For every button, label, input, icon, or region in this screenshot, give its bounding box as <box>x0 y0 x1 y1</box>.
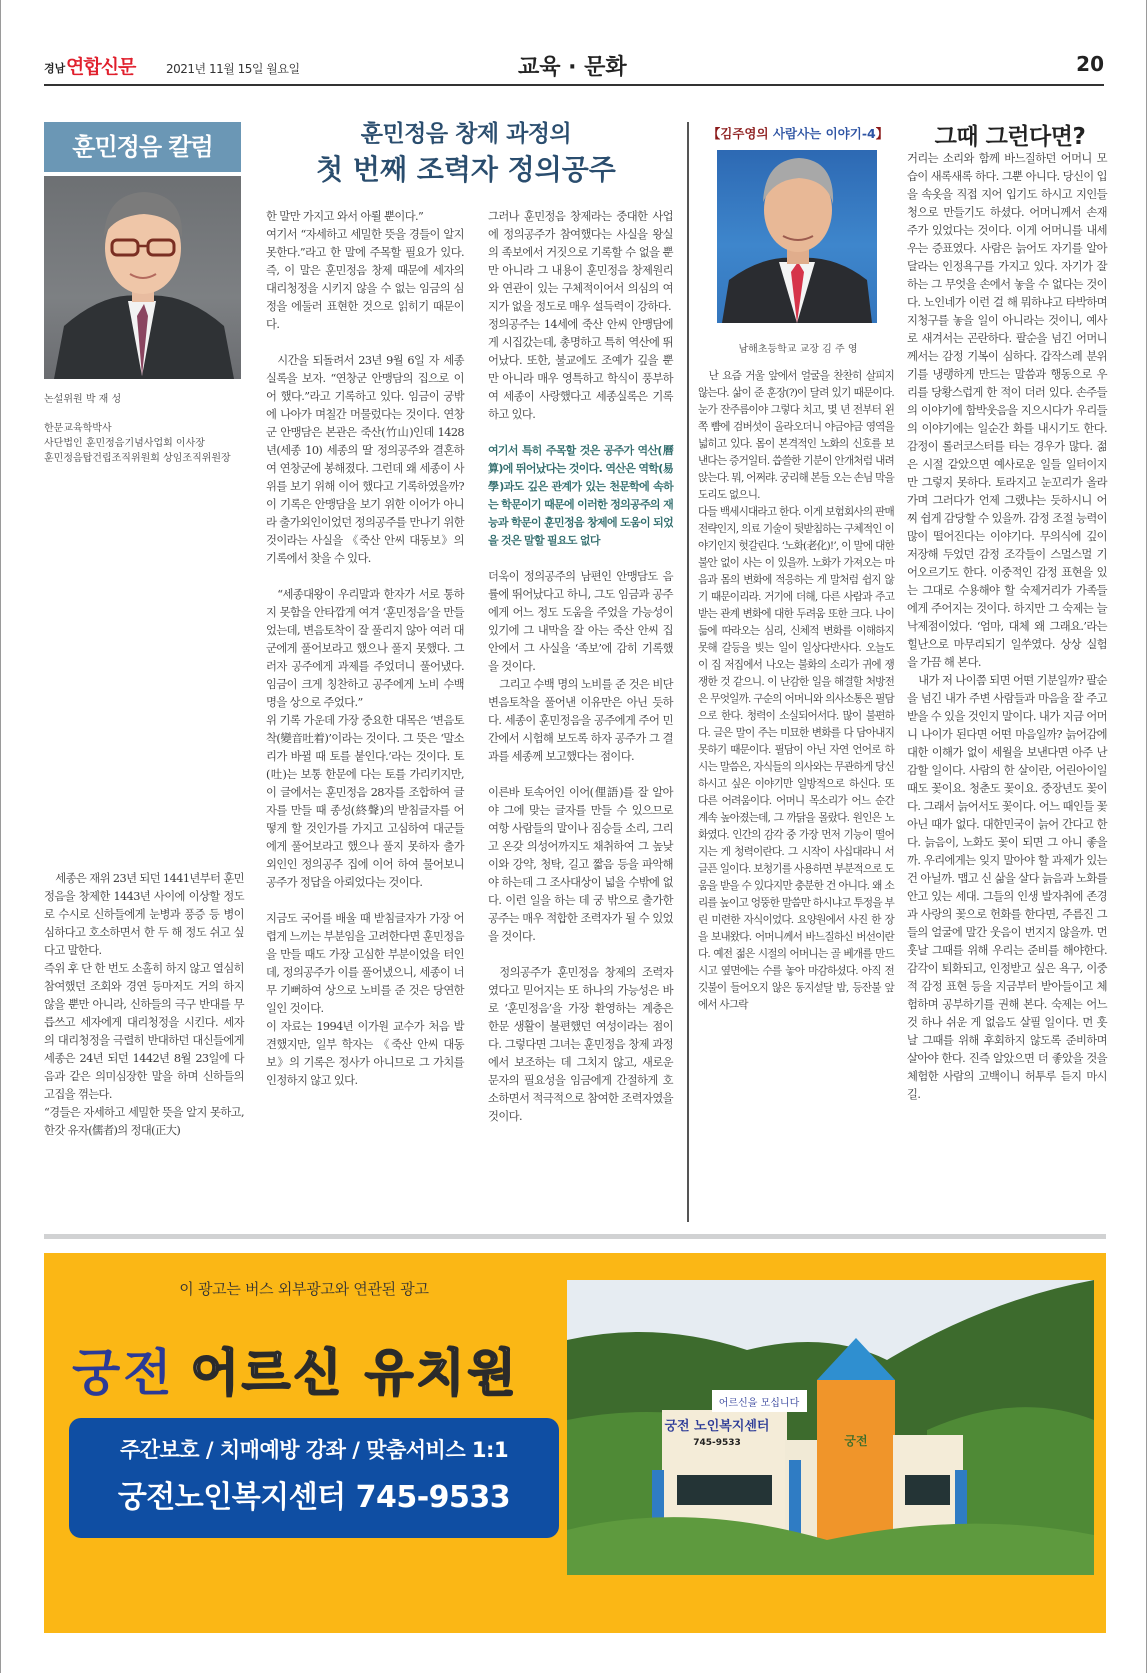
essay-headline: 그때 그런다면? <box>934 124 1086 150</box>
section-divider <box>44 1234 1106 1239</box>
ad-services: 주간보호 / 치매예방 강좌 / 맞춤서비스 1:1 <box>119 1438 509 1462</box>
paragraph: 다들 백세시대라고 한다. 이게 보험회사의 판매 전략인지, 의료 기술이 뒷받침하는 구체적인 이야기인지 헛갈린다. ‘노화(老化)!’, 이 말에 대한 불안 없이 사는 이 있을까. 노화가 가져오는 마음과 몸의 변화에 적응하는 게 말처럼 쉽지 않기 때문이리라. 거기에 더해, 다른 사람과 주고받는 관계 변화에 대한 두려움 또한 크다. 나이 듦에 따라오는 심리, 신체적 변화를 이해하지 못해 갈등을 빚는 일이 일상다반사다. 오늘도 이 집 저집에서 나오는 불화의 소리가 귀에 쟁쟁한 것 같으니. 이 난감한 일을 해결할 처방전은 무엇일까. 구순의 어머니와 의사소통은 필담으로 한다. 청력이 소실되어서다. 많이 불편하다. 글은 말이 주는 미묘한 변화를 다 담아내지 못하기 때문이다. 필담이 아닌 자연 언어로 하시는 말씀은, 자식들의 의사와는 무관하게 당신 하시고 싶은 이야기만 일방적으로 하신다. 또 다른 어려움이다. 어머니 목소리가 어느 순간 계속 높아졌는데, 그 까닭을 몰랐다. 원인은 노화였다. 인간의 감각 중 가장 먼저 기능이 떨어지는 게 청력이란다. 그 시작이 사십대라니 서글픈 일이다. 보청기를 사용하면 부분적으로 도움을 받을 수 있다지만 충분한 건 아니다. 왜 소리를 높이고 엉뚱한 말씀만 하시냐고 투정을 부린 미련한 자식이었다. 요양원에서 사진 한 장을 보내왔다. 어머니께서 바느질하신 버선이란다. 예전 젊은 시절의 어머니는 골 베개를 만드시고 옆면에는 수를 놓아 마감하셨다. 아직 전깃불이 들어오지 않은 동지섣달 밤, 등잔불 앞에서 사그락 <box>698 506 894 1011</box>
paragraph: 더욱이 정의공주의 남편인 안맹담도 음률에 뛰어났다고 하니, 그도 임금과 공주에게 어느 정도 도움을 주었을 가능성이 있기에 그 내막을 잘 아는 죽산 안씨 집안에서 그 사실을 ‘족보’에 감히 기록했을 것이다. <box>488 570 673 673</box>
essay-column-1 <box>698 368 894 1014</box>
paragraph: 내가 저 나이쯤 되면 어떤 기분일까? 팔순을 넘긴 내가 주변 사람들과 마음을 잘 주고받을 수 있을 것인지 말이다. 내가 지금 어머니 나이가 된다면 어떤 마음일까? 늙어감에 대한 이해가 없이 세월을 보낸다면 아주 난감할 일이다. 사람의 한 살이란, 어린아이일 때도 꽃이요. 청춘도 꽃이요. 중장년도 꽃이다. 그래서 늙어서도 꽃이다. 어느 때인들 꽃 아닌 때가 없다. 대한민국이 늙어 간다고 한다. 늙음이, 노화도 꽃이 되면 그 아니 좋을까. 우리에게는 잊지 말아야 할 과제가 있는 건 아닐까. 맵고 신 삶을 살다 늙음과 노화를 안고 있는 세대. 그들의 인생 발자취에 존경과 사랑의 꽃으로 헌화를 한다면, 주름진 그들의 얼굴에 말간 웃음이 번지지 않을까. 먼 훗날 그때를 위해 우리는 준비를 해야한다. 감각이 퇴화되고, 인정받고 싶은 욕구, 이중적 감정 표현 등을 지금부터 받아들이고 체험하며 공부하기를 권해 본다. 숙제는 어느 것 하나 쉬운 게 없음도 살필 일이다. 먼 훗날 그때를 위해 후회하지 않도록 준비하며 살아야 한다. 진즉 알았으면 더 좋았을 것을 체험한 사람의 고백이니 허투루 듣지 마시길. <box>907 674 1107 1101</box>
paragraph: 시간을 되돌려서 23년 9월 6일 자 세종실록을 보자. “연창군 안맹담의 집으로 이어 했다.”라고 기록하고 있다. 임금이 궁밖에 나아가 며칠간 머물렀다는 것이다. 연창군 안맹담은 본관은 죽산(竹山)인데 1428년(세종 10) 세종의 딸 정의공주와 결혼하여 연창군에 봉해졌다. 그런데 왜 세종이 사위를 보기 위해 이어 했다고 기록하였을까? 이 기록은 안맹담을 보기 위한 이어가 아니라 출가외인이었던 정의공주를 만나기 위한 것이라는 사실을 《죽산 안씨 대동보》의 기록에서 찾을 수 있다. <box>266 354 464 565</box>
paragraph: “경들은 자세하고 세밀한 뜻을 알지 못하고, 한갓 유자(儒者)의 정대(正大) <box>44 1106 244 1137</box>
paragraph: 한 말만 가지고 와서 아뢸 뿐이다.” <box>266 210 424 223</box>
photo-sign-phone: 745-9533 <box>693 1438 741 1448</box>
credential: 훈민정음탑건립조직위원회 상임조직위원장 <box>44 453 231 464</box>
paragraph: 정의공주는 14세에 죽산 안씨 안맹담에게 시집갔는데, 총명하고 특히 역산에 뛰어났다. 또한, 불교에도 조예가 깊을 뿐만 아니라 매우 영특하고 학식이 풍부하여 세종이 사랑했다고 세종실록은 기록하고 있다. <box>488 318 673 421</box>
column-divider <box>687 122 689 1222</box>
series-prefix: 【김주영의 <box>707 126 773 141</box>
headline-line-2: 첫 번째 조력자 정의공주 <box>316 153 616 186</box>
page-number: 20 <box>1076 52 1104 76</box>
author-portrait-image <box>44 176 241 379</box>
newspaper-logo: 연합신문 <box>66 56 136 78</box>
writer-photo <box>717 150 877 323</box>
essay-column-2 <box>907 150 1107 1104</box>
ad-phone: 궁전노인복지센터 745-9533 <box>117 1480 511 1515</box>
photo-tower-sign: 궁전 <box>844 1434 868 1448</box>
section-title: 교육 · 문화 <box>518 55 627 80</box>
ad-info-box <box>69 1418 559 1538</box>
highlight-paragraph: 여기서 특히 주목할 것은 공주가 역산(曆算)에 뛰어났다는 것이다. 역산은 역학(易學)과도 깊은 관계가 있는 천문학에 속하는 학문이기 때문에 이러한 정의공주의 재능과 학문이 훈민정음 창제에 도움이 되었을 것은 말할 필요도 없다 <box>488 444 673 547</box>
paragraph: 즉위 후 단 한 번도 소홀히 하지 않고 열심히 참여했던 조회와 경연 등마저도 거의 하지 않을 뿐만 아니라, 신하들의 극구 반대를 무릅쓰고 세자에게 대리청정을 시킨다. 세자의 대리청정을 극렬히 반대하던 대신들에게 세종은 24년 되던 1442년 8월 23일에 다음과 같은 의미심장한 말을 하며 신하들의 고집을 꺾는다. <box>44 962 244 1101</box>
article-column-1 <box>44 870 244 1140</box>
paragraph: “세종대왕이 우리말과 한자가 서로 통하지 못함을 안타깝게 여겨 ‘훈민정음’을 만들었는데, 변음토착이 잘 풀리지 않아 여러 대군에게 풀어보라고 했으나 풀지 못했다. 그러자 공주에게 과제를 주었더니 풀어냈다. 임금이 크게 칭찬하고 공주에게 노비 수백 명을 상으로 주었다.” <box>266 588 464 709</box>
masthead <box>44 48 1104 86</box>
ad-title <box>72 1333 519 1405</box>
facility-building-image <box>567 1280 1094 1575</box>
author-byline <box>44 392 231 466</box>
credential: 한문교육학박사 <box>44 423 112 434</box>
photo-sign-main: 궁전 노인복지센터 <box>664 1419 770 1434</box>
headline-line-1: 훈민정음 창제 과정의 <box>360 121 572 147</box>
issue-date: 2021년 11월 15일 월요일 <box>166 62 300 76</box>
paragraph: 이 자료는 1994년 이가원 교수가 처음 발견했지만, 일부 학자는 《죽산 안씨 대동보》의 기록은 정사가 아니므로 그 가치를 인정하지 않고 있다. <box>266 1020 464 1087</box>
photo-sign-banner: 어르신을 모십니다 <box>718 1398 800 1409</box>
writer-portrait-image <box>717 150 877 323</box>
ad-note: 이 광고는 버스 외부광고와 연관된 광고 <box>179 1280 429 1298</box>
article-column-2 <box>266 208 464 1090</box>
column-label: 훈민정음 칼럼 <box>44 122 241 172</box>
paragraph: 여기서 “자세하고 세밀한 뜻을 경들이 알지 못한다.”라고 한 말에 주목할 필요가 있다. 즉, 이 말은 훈민정음 창제 때문에 세자의 대리청정을 시키지 않을 수 없는 임금의 심정을 에둘러 표현한 것으로 읽히기 때문이다. <box>266 228 464 331</box>
paragraph: 정의공주가 훈민정음 창제의 조력자였다고 믿어지는 또 하나의 가능성은 바로 ‘훈민정음’을 가장 환영하는 계층은 한문 생활이 불편했던 여성이라는 점이다. 그렇다면 그녀는 훈민정음 창제 과정에서 보조하는 데 그치지 않고, 새로운 문자의 필요성을 임금에게 간절하게 호소하면서 적극적으로 참여한 조력자였을 것이다. <box>488 966 673 1123</box>
facility-photo <box>567 1280 1094 1575</box>
region-label: 경남 <box>44 62 66 75</box>
ad-title-accent: 궁전 <box>72 1344 175 1402</box>
credential: 사단법인 훈민정음기념사업회 이사장 <box>44 438 205 449</box>
paragraph: 세종은 재위 23년 되던 1441년부터 훈민정음을 창제한 1443년 사이에 이상할 정도로 수시로 신하들에게 눈병과 풍증 등 병이 심하다고 호소하면서 한 두 해 정도 쉬고 싶다고 말한다. <box>44 872 244 957</box>
paragraph: 지금도 국어를 배울 때 받침글자가 가장 어렵게 느끼는 부분임을 고려한다면 훈민정음을 만들 때도 가장 고심한 부분이었을 터인데, 정의공주가 이를 풀어냈으니, 세종이 너무 기뻐하여 상으로 노비를 준 것은 당연한 일인 것이다. <box>266 912 464 1015</box>
article-headline <box>251 118 681 190</box>
photo-caption: 남해초등학교 교장 김 주 영 <box>738 344 858 355</box>
paragraph: 거리는 소리와 함께 바느질하던 어머니 모습이 새록새록 하다. 그뿐 아니다. 당신이 입을 속옷을 직접 지어 입기도 하시고 지인들 청으로 만들기도 하셨다. 어머니께서 손재주가 있었다는 것이다. 이게 어머니를 내세우는 증표였다. 사람은 늙어도 자기를 알아 달라는 인정욕구를 가지고 있다. 자기가 잘하는 그 무엇을 손에서 놓을 수 없다는 것이다. 노인네가 이런 걸 해 뭐하냐고 타박하며 지청구를 놓을 일이 아니라는 것이니, 예사로 새겨서는 곤란하다. 팔순을 넘긴 어머니께서는 감정 기복이 심하다. 갑작스레 분위기를 냉랭하게 만드는 말씀과 행동으로 우리를 당황스럽게 한 적이 더러 있다. 손주들의 이야기에 함박웃음을 지으시다가 우리들의 이야기에는 일순간 화를 내시기도 한다. 감정이 롤러코스터를 타는 경우가 많다. 젊은 시절 같았으면 예사로운 일들 일터이지만 그렇지 못하다. 토라지고 눈꼬리가 올라가며 그러다가 언제 그랬냐는 듯하시니 어찌 쉽게 감당할 수 있을까. 감정 조절 능력이 많이 떨어진다는 이야기다. 무의식에 깊이 저장해 두었던 감정 조각들이 스멀스멀 기어오르기도 한다. 이중적인 감정 표현을 있는 그대로 수용해야 할 숙제거리가 가족들에게 주어지는 것이다. 하지만 그 숙제는 늘 낙제점이었다. ‘엄마, 대체 왜 그래요.’라는 힐난으로 마무리되기 일쑤였다. 상상 실험을 가끔 해 본다. <box>907 152 1107 669</box>
paragraph: 그리고 수백 명의 노비를 준 것은 비단 변음토착을 풀어낸 이유만은 아닌 듯하다. 세종이 훈민정음을 공주에게 주어 민간에서 시험해 보도록 하자 공주가 그 결과를 세종께 보고했다는 점이다. <box>488 678 673 763</box>
article-column-3 <box>488 208 673 1126</box>
ad-title-rest: 어르신 유치원 <box>190 1344 519 1402</box>
series-name: 사람사는 이야기-4 <box>772 126 876 141</box>
series-suffix: 】 <box>875 126 889 141</box>
paragraph: 위 기록 가운데 가장 중요한 대목은 ‘변음토착(變音吐着)’이라는 것이다. 그 뜻은 ‘말소리가 바뀔 때 토를 붙인다.’라는 것이다. 토(吐)는 보통 한문에 다는 토를 가리키지만, 이 글에서는 훈민정음 28자를 조합하여 글자를 만들 때 종성(終聲)의 받침글자를 어떻게 할 것인가를 가지고 고심하여 대군들에게 풀어보라고 했으나 풀지 못하자 출가외인인 정의공주 집에 이어 하여 물어보니 공주가 정답을 아뢰었다는 것이다. <box>266 714 464 889</box>
series-title <box>698 124 898 142</box>
author-credentials <box>44 421 231 466</box>
paragraph: 난 요즘 거울 앞에서 얼굴을 찬찬히 살피지 않는다. 삶이 준 훈장(?)이 달려 있기 때문이다. 눈가 잔주름이야 그렇다 치고, 몇 년 전부터 왼쪽 뺨에 검버섯이 올라오더니 야금야금 영역을 넓히고 있다. 몸이 본격적인 노화의 신호를 보낸다는 증거일터. 씁쓸한 기분이 안개처럼 내려앉는다. 뭐, 어쩌랴. 궁리해 본들 오는 손님 막을 도리도 없으니. <box>698 370 894 501</box>
paragraph: 이른바 토속어인 이어(俚語)를 잘 알아야 그에 맞는 글자를 만들 수 있으므로 여항 사람들의 말이나 짐승들 소리, 그리고 온갖 의성어까지도 채취하여 그 높낮이와 강약, 청탁, 길고 짧음 등을 파악해야 하는데 그 조사대상이 넓을 수밖에 없다. 이런 일을 하는 데 궁 밖으로 출가한 공주는 매우 적합한 조력자가 될 수 있었을 것이다. <box>488 786 673 943</box>
paragraph: 그러나 훈민정음 창제라는 중대한 사업에 정의공주가 참여했다는 사실을 왕실의 족보에서 거짓으로 기록할 수 없을 뿐만 아니라 그 내용이 훈민정음 창제원리와 연관이 있는 구체적이어서 의심의 여지가 없을 정도로 매우 설득력이 강하다. <box>488 210 673 313</box>
advertisement <box>44 1253 1106 1633</box>
author-photo <box>44 176 241 379</box>
author-name: 논설위원 박 재 성 <box>44 394 122 405</box>
